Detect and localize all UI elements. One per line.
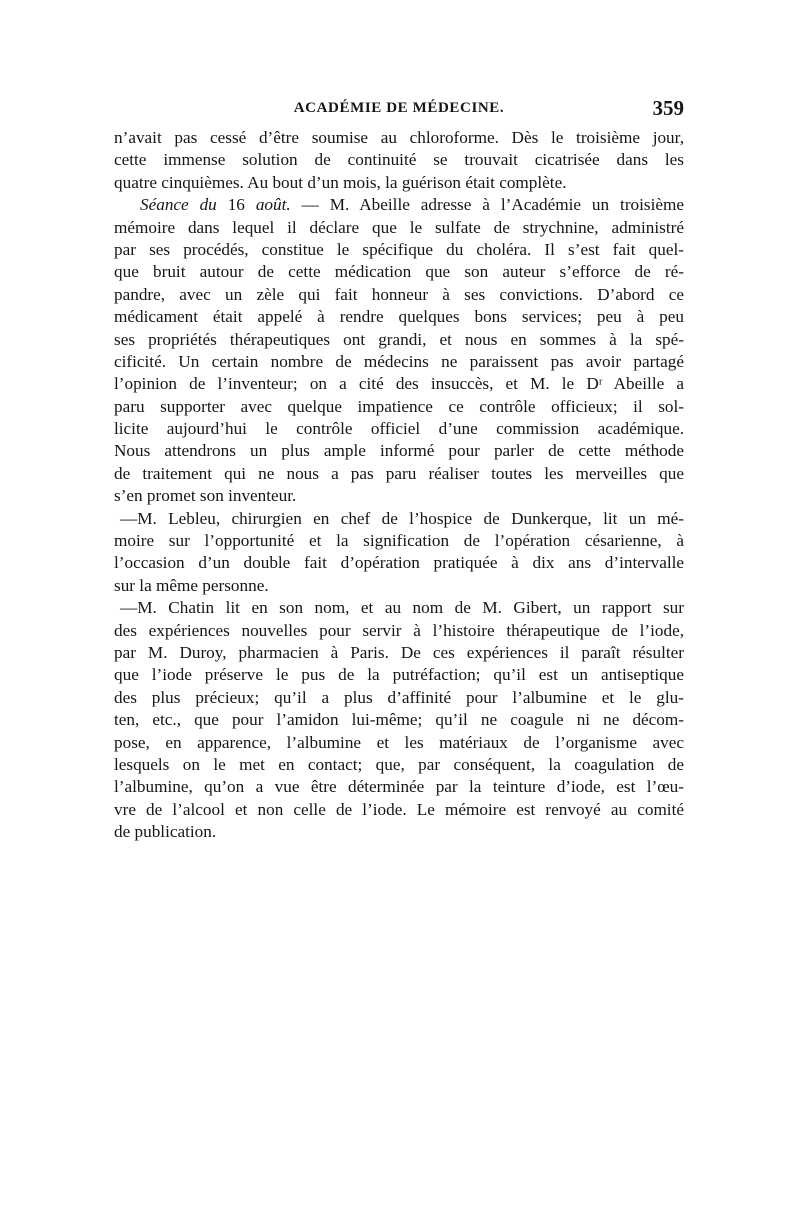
text-line: vre de l’alcool et non celle de l’iode. Le mémoire est renvoyé au comité xyxy=(114,799,684,819)
text-line: licite aujourd’hui le contrôle officiel d’une commission académique. xyxy=(114,419,684,439)
text-line-tail: — M. Abeille adresse à l’Académie un troisième xyxy=(290,195,684,215)
text-line: cificité. Un certain nombre de médecins ne paraissent pas avoir partagé xyxy=(114,351,684,371)
text-line: de traitement qui ne nous a pas paru réaliser toutes les merveilles que xyxy=(114,463,684,483)
text-line: des plus précieux; qu’il a plus d’affinité pour l’albumine et le glu- xyxy=(114,687,684,707)
paragraph xyxy=(114,127,684,194)
session-date-italic: Séance du xyxy=(140,195,217,215)
text-line: que bruit autour de cette médication que son auteur s’efforce de ré- xyxy=(114,262,684,282)
text-line: sur la même personne. xyxy=(114,575,269,595)
text-line: par M. Duroy, pharmacien à Paris. De ces expériences il paraît résulter xyxy=(114,642,684,662)
text-line: pandre, avec un zèle qui fait honneur à ses convictions. D’abord ce xyxy=(114,284,684,304)
text-line: cette immense solution de continuité se trouvait cicatrisée dans les xyxy=(114,150,684,170)
page-header xyxy=(114,96,684,126)
text-line: n’avait pas cessé d’être soumise au chloroforme. Dès le troisième jour, xyxy=(114,128,684,147)
text-line: l’albumine, qu’on a vue être déterminée par la teinture d’iode, est l’œu- xyxy=(114,777,684,797)
text-line: ten, etc., que pour l’amidon lui-même; qu’il ne coagule ni ne décom- xyxy=(114,710,684,730)
text-line: quatre cinquièmes. Au bout d’un mois, la guérison était complète. xyxy=(114,172,567,192)
text-line: mémoire dans lequel il déclare que le sulfate de strychnine, administré xyxy=(114,217,684,237)
body-text xyxy=(114,127,684,844)
text-line: médicament était appelé à rendre quelques bons services; peu à peu xyxy=(114,307,684,327)
text-line: paru supporter avec quelque impatience ce contrôle officieux; il sol- xyxy=(114,396,684,416)
text-line: moire sur l’opportunité et la signification de l’opération césarienne, à xyxy=(114,531,684,551)
text-line: Nous attendrons un plus ample informé pour parler de cette méthode xyxy=(114,441,684,461)
text-line: de publication. xyxy=(114,822,217,842)
text-line: l’occasion d’un double fait d’opération pratiquée à dix ans d’intervalle xyxy=(114,553,684,573)
text-line: —M. Lebleu, chirurgien en chef de l’hospice de Dunkerque, lit un mé- xyxy=(120,508,684,528)
text-line: ses propriétés thérapeutiques ont grandi, et nous en sommes à la spé- xyxy=(114,329,684,349)
paragraph xyxy=(114,597,684,843)
text-line: pose, en apparence, l’albumine et les matériaux de l’organisme avec xyxy=(114,732,684,752)
paragraph xyxy=(114,508,684,598)
text-line: que l’iode préserve le pus de la putréfaction; qu’il est un antiseptique xyxy=(114,665,684,685)
text-line: par ses procédés, constitue le spécifique du choléra. Il s’est fait quel- xyxy=(114,239,684,259)
page-number: 359 xyxy=(652,96,684,120)
text-line: s’en promet son inventeur. xyxy=(114,486,297,506)
text-line: lesquels on le met en contact; que, par conséquent, la coagulation de xyxy=(114,754,684,774)
session-date-number: 16 xyxy=(216,195,256,215)
paragraph xyxy=(114,194,684,507)
text-line xyxy=(114,194,684,216)
text-line: —M. Chatin lit en son nom, et au nom de M. Gibert, un rapport sur xyxy=(120,598,684,618)
session-date-month: août. xyxy=(255,195,291,215)
text-line: l’opinion de l’inventeur; on a cité des insuccès, et M. le Dʳ Abeille a xyxy=(114,374,684,394)
running-head: ACADÉMIE DE MÉDECINE. xyxy=(293,100,505,116)
text-line: des expériences nouvelles pour servir à l’histoire thérapeutique de l’iode, xyxy=(114,620,684,640)
